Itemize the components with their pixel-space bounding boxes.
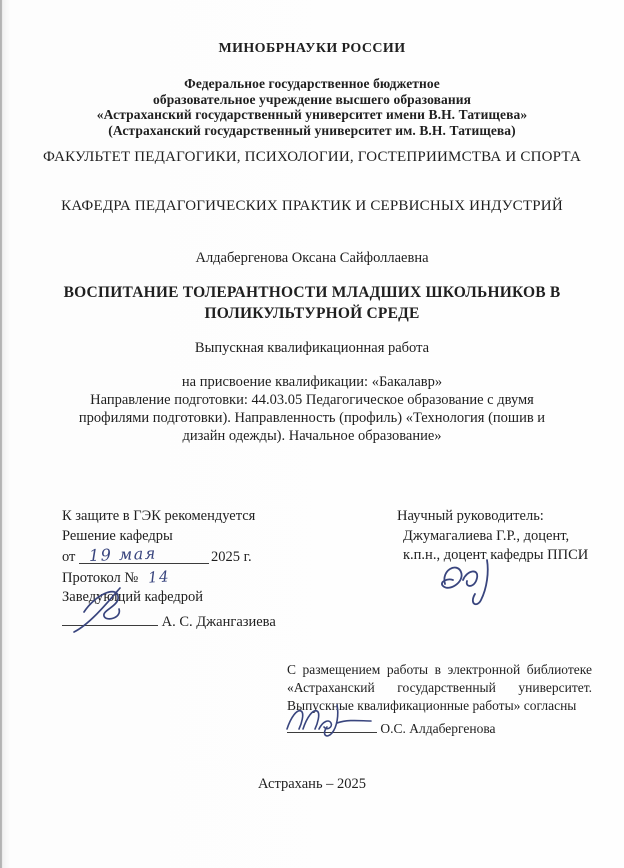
defense-line-2: Решение кафедры xyxy=(62,527,173,544)
protocol-label: Протокол № xyxy=(62,569,139,586)
consent-text: С размещением работы в электронной библиотеке «Астраханский государственный университет. Выпускные квалификационные работы» согласны xyxy=(287,662,592,713)
date-suffix: 2025 г. xyxy=(211,549,252,565)
consent-name: О.С. Алдабергенова xyxy=(380,721,496,736)
thesis-title: ВОСПИТАНИЕ ТОЛЕРАНТНОСТИ МЛАДШИХ ШКОЛЬНИКОВ В ПОЛИКУЛЬТУРНОЙ СРЕДЕ xyxy=(63,284,561,322)
supervisor-signature-area xyxy=(397,566,607,614)
defense-recommendation-block xyxy=(62,507,342,632)
date-prefix: от xyxy=(62,549,76,565)
institution-line-2: образовательное учреждение высшего образования xyxy=(153,91,471,107)
handwritten-date: 19 мая xyxy=(88,543,158,566)
supervisor-label: Научный руководитель: xyxy=(397,508,544,524)
consent-block xyxy=(287,661,592,738)
ministry-header: МИНОБРНАУКИ РОССИИ xyxy=(218,41,406,56)
qualification-line: на присвоение квалификации: «Бакалавр» xyxy=(181,374,443,390)
author-name: Алдабергенова Оксана Сайфоллаевна xyxy=(195,250,429,266)
consent-signature-scribble-icon xyxy=(281,697,377,739)
supervisor-signature-scribble-icon xyxy=(431,558,509,614)
supervisor-name: Джумагалиева Г.Р., доцент, xyxy=(403,527,570,544)
faculty-name: ФАКУЛЬТЕТ ПЕДАГОГИКИ, ПСИХОЛОГИИ, ГОСТЕПРИИМСТВА И СПОРТА xyxy=(42,149,582,165)
consent-signature-blank xyxy=(287,715,377,733)
head-signature-blank xyxy=(62,608,158,626)
work-type: Выпускная квалификационная работа xyxy=(194,340,430,356)
head-label: Заведующий кафедрой xyxy=(62,589,204,605)
head-signature-scribble-icon xyxy=(72,582,138,634)
consent-signature-line xyxy=(287,715,592,738)
institution-block xyxy=(0,76,624,138)
institution-line-1: Федеральное государственное бюджетное xyxy=(184,76,440,91)
program-description: Направление подготовки: 44.03.05 Педагогическое образование с двумя профилями подготовки). Направленность (профиль) «Технология (пошив и дизайн одежды). Начальное образование» xyxy=(78,392,546,444)
supervisor-block xyxy=(397,507,607,614)
defense-date-line xyxy=(62,543,342,568)
handwritten-protocol-number: 14 xyxy=(147,566,171,587)
supervisor-degree: к.п.н., доцент кафедры ППСИ xyxy=(403,547,589,563)
institution-line-4: (Астраханский государственный университет им. В.Н. Татищева) xyxy=(108,122,516,138)
city-year-footer: Астрахань – 2025 xyxy=(257,776,367,792)
date-blank-line xyxy=(79,543,209,566)
head-name: А. С. Джангазиева xyxy=(161,613,276,630)
department-name: КАФЕДРА ПЕДАГОГИЧЕСКИХ ПРАКТИК И СЕРВИСНЫХ ИНДУСТРИЙ xyxy=(61,198,563,214)
defense-line-1: К защите в ГЭК рекомендуется xyxy=(62,508,256,524)
institution-line-3: «Астраханский государственный университет имени В.Н. Татищева» xyxy=(96,107,528,122)
head-signature-line xyxy=(62,608,342,633)
